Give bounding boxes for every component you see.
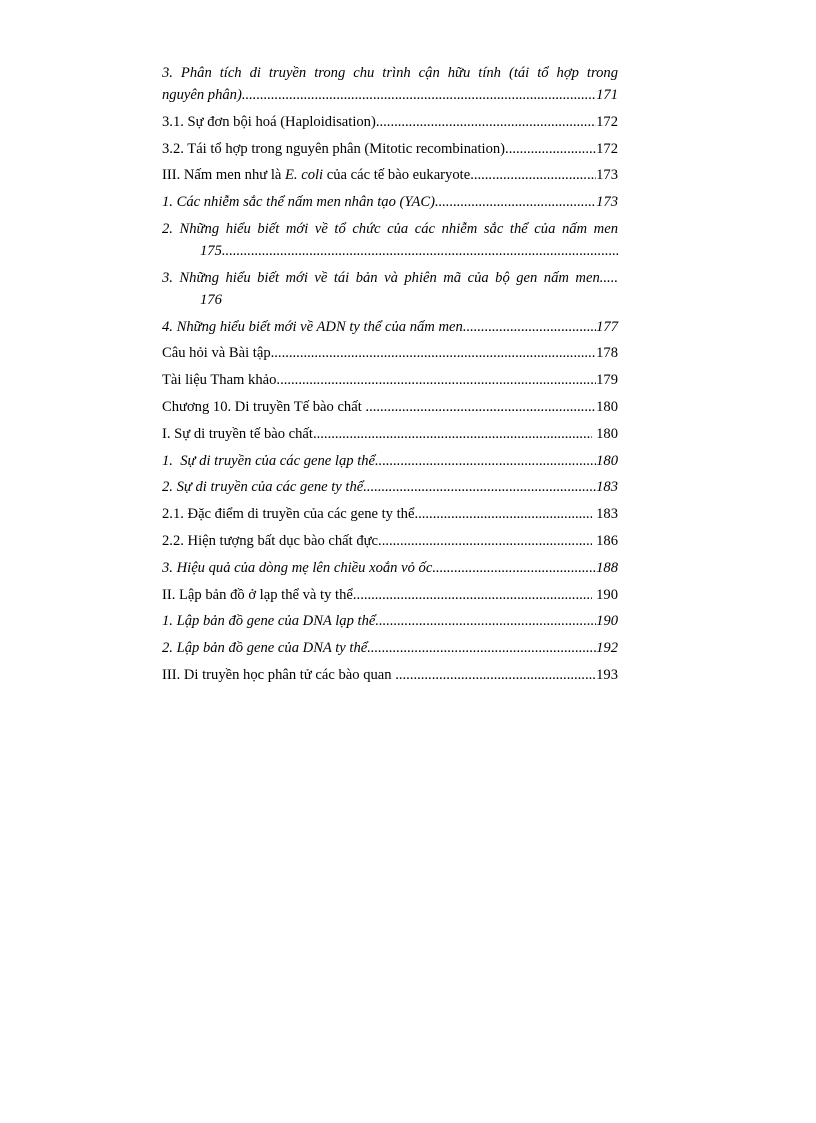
toc-entry[interactable] <box>162 111 618 133</box>
toc-entry-title: 2. Lập bản đồ gene của DNA ty thể <box>162 640 368 657</box>
dot-leader <box>378 530 592 552</box>
toc-entry-title-cont: nguyên phân) <box>162 87 242 103</box>
dot-leader <box>313 423 592 445</box>
toc-entry[interactable] <box>162 138 618 160</box>
dot-leader <box>271 342 596 364</box>
dot-leader <box>463 316 596 338</box>
toc-page-number: 180 <box>592 425 618 442</box>
toc-entry-title: 3.1. Sự đơn bội hoá (Haploidisation) <box>162 113 376 130</box>
toc-page-number: 177 <box>596 318 618 335</box>
toc-entry-title: 2.2. Hiện tượng bất dục bào chất đực <box>162 532 379 549</box>
toc-entry-title: III. Nấm men như là E. coli của các tế bào eukaryote <box>162 167 471 184</box>
dot-leader <box>276 369 596 391</box>
toc-entry[interactable] <box>162 218 618 262</box>
dot-leader <box>367 637 596 659</box>
dot-leader <box>414 503 592 525</box>
toc-entry[interactable] <box>162 503 618 525</box>
toc-page-number: 176 <box>200 291 222 308</box>
toc-page-number: 172 <box>596 140 618 157</box>
toc-entry[interactable] <box>162 267 618 311</box>
toc-page-number: 188 <box>596 559 618 576</box>
toc-page-number: 171 <box>596 87 618 103</box>
dot-leader <box>432 557 596 579</box>
toc-page-number: 178 <box>596 345 618 362</box>
dot-leader <box>242 84 596 106</box>
toc-page-number: 192 <box>596 640 618 657</box>
toc-entry-title: III. Di truyền học phân tử các bào quan <box>162 666 396 683</box>
toc-entry-title: Câu hỏi và Bài tập <box>162 345 271 362</box>
toc-entry-title: 3. Những hiểu biết mới về tái bản và phiên mã của bộ gen nấm men <box>162 269 600 286</box>
toc-entry-title: 3.2. Tái tổ hợp trong nguyên phân (Mitotic recombination) <box>162 140 506 157</box>
toc-entry[interactable] <box>162 664 618 686</box>
toc-entry-title: 2.1. Đặc điểm di truyền của các gene ty thể <box>162 506 415 523</box>
toc-page-number: 172 <box>596 113 618 130</box>
toc-entry-title: 1. Các nhiễm sắc thể nấm men nhân tạo (YAC) <box>162 194 435 211</box>
toc-entry[interactable] <box>162 530 618 552</box>
toc-entry-title: II. Lập bản đồ ở lạp thể và ty thể <box>162 586 353 603</box>
dot-leader: ..... <box>599 269 618 286</box>
toc-page-number: 183 <box>592 506 618 523</box>
toc-entry[interactable] <box>162 396 618 418</box>
toc-entry[interactable] <box>162 423 618 445</box>
toc-page-number: 193 <box>596 666 618 683</box>
toc-entry-title: 3. Phân tích di truyền trong chu trình cận hữu tính (tái tổ hợp trong <box>162 65 618 81</box>
dot-leader <box>505 138 596 160</box>
toc-page-number: 186 <box>592 532 618 549</box>
toc-page-number: 183 <box>596 479 618 496</box>
toc-entry[interactable] <box>162 62 618 106</box>
dot-leader <box>375 610 596 632</box>
toc-entry[interactable] <box>162 476 618 498</box>
toc-page-number: 190 <box>596 613 618 630</box>
dot-leader <box>353 584 593 606</box>
dot-leader <box>470 164 596 186</box>
toc-entry-title: 1. Sự di truyền của các gene lạp thể <box>162 452 376 469</box>
table-of-contents <box>162 62 618 691</box>
toc-entry-title: 3. Hiệu quả của dòng mẹ lên chiều xoắn vỏ ốc <box>162 559 433 576</box>
dot-leader <box>363 476 596 498</box>
toc-page-number: 175 <box>200 242 222 259</box>
toc-entry-title: I. Sự di truyền tế bào chất <box>162 425 313 442</box>
toc-page-number: 190 <box>592 586 618 603</box>
toc-entry[interactable] <box>162 450 618 472</box>
dot-leader <box>395 664 596 686</box>
toc-entry[interactable] <box>162 557 618 579</box>
toc-entry-title: 1. Lập bản đồ gene của DNA lạp thể <box>162 613 376 630</box>
toc-page-number: 173 <box>596 194 618 211</box>
toc-entry-title: Chương 10. Di truyền Tế bào chất <box>162 398 366 415</box>
toc-entry[interactable] <box>162 342 618 364</box>
toc-entry-title: 2. Sự di truyền của các gene ty thể <box>162 479 364 496</box>
dot-leader <box>222 240 618 262</box>
toc-entry-title: Tài liệu Tham khảo <box>162 372 277 389</box>
toc-page-number: 179 <box>596 372 618 389</box>
toc-entry[interactable] <box>162 610 618 632</box>
toc-page-number: 180 <box>596 452 618 469</box>
toc-entry[interactable] <box>162 369 618 391</box>
dot-leader <box>375 450 596 472</box>
toc-page-number: 180 <box>596 398 618 415</box>
dot-leader <box>435 191 596 213</box>
toc-entry[interactable] <box>162 316 618 338</box>
dot-leader <box>365 396 596 418</box>
toc-entry-title: 2. Những hiểu biết mới về tổ chức của các nhiễm sắc thể của nấm men <box>162 220 618 237</box>
toc-page-number: 173 <box>596 167 618 184</box>
dot-leader <box>376 111 596 133</box>
toc-entry-title: 4. Những hiểu biết mới về ADN ty thể của nấm men <box>162 318 463 335</box>
toc-entry[interactable] <box>162 164 618 186</box>
toc-entry[interactable] <box>162 584 618 606</box>
toc-entry[interactable] <box>162 637 618 659</box>
toc-entry[interactable] <box>162 191 618 213</box>
